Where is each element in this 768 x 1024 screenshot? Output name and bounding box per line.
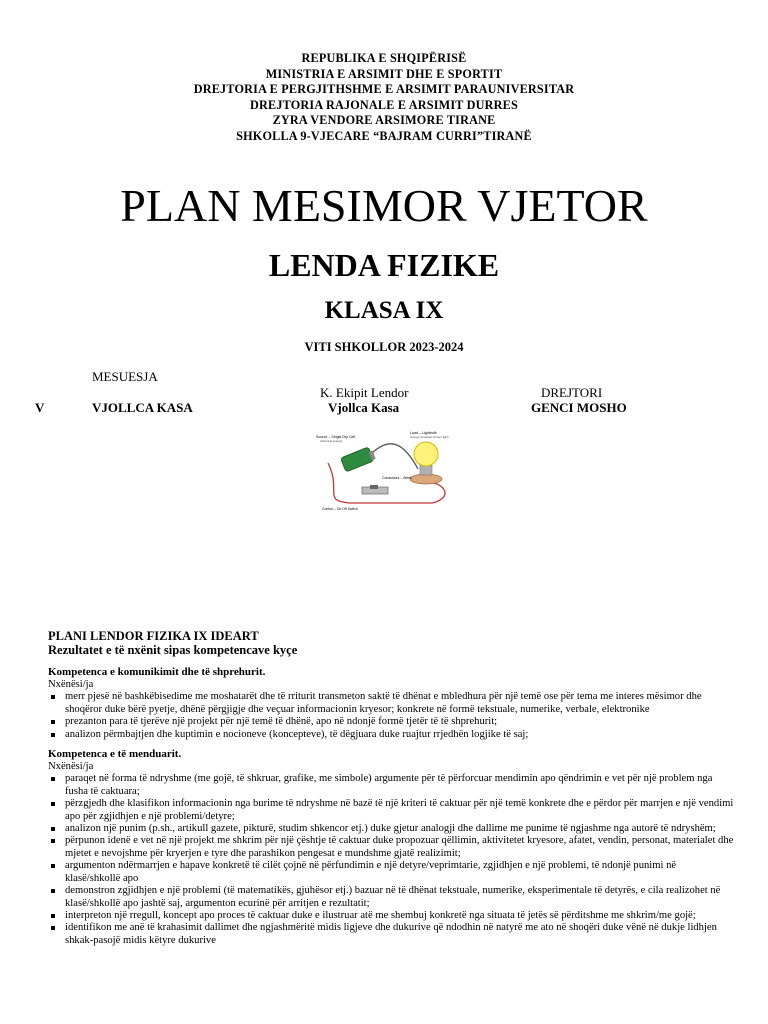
header-ministry: MINISTRIA E ARSIMIT DHE E SPORTIT xyxy=(265,66,503,81)
header-local-office: ZYRA VENDORE ARSIMORE TIRANE xyxy=(272,113,496,128)
label-source: Source – Single Dry Cell xyxy=(316,435,356,439)
team-name: Vjollca Kasa xyxy=(328,400,400,415)
label-conductors: Conductors – Wires xyxy=(382,476,412,480)
plan-heading: PLANI LENDOR FIZIKA IX IDEART xyxy=(48,629,259,643)
header-directorate-general: DREJTORIA E PERGJITHSHME E ARSIMIT PARAUNIVERSITAR xyxy=(193,82,575,97)
plan-subheading: Rezultatet e të nxënit sipas kompetencave kyçe xyxy=(48,643,298,657)
label-load-note: (energy conversion to heat / light) xyxy=(410,436,449,439)
list-item: përzgjedh dhe klasifikon informacionin nga burime të ndryshme në bazë të një kriteri të caktuar për një temë konkrete dhe e përdor për marrjen e një vendimi apo për zgjidhjen e një problemi/detyre; xyxy=(48,798,734,823)
plan-content xyxy=(48,629,734,947)
section-title-thinking: Kompetenca e të menduarit. xyxy=(48,748,182,761)
list-item: argumenton ndërmarrjen e hapave konkretë të cilët çojnë në përfundimin e një detyre/veprimtarie, zgjidhjen e një problemi, të ndonjë punimi në klasë/shkollë apo xyxy=(48,860,734,885)
teacher-label: MESUESJA xyxy=(92,369,158,384)
section-lead-thinking: Nxënësi/ja xyxy=(48,761,94,773)
list-item: demonstron zgjidhjen e një problemi (të matematikës, gjuhësor etj.) bazuar në të dhënat tekstuale, numerike, eksperimentale të detyrës, e cila realizohet në klasë/shkollë apo jashtë saj, argumenton ecurinë për arritjen e rezultatit; xyxy=(48,885,734,910)
v-mark: V xyxy=(35,400,45,415)
director-label: DREJTORI xyxy=(541,385,603,400)
switch-icon xyxy=(362,485,388,494)
label-control: Control – On-Off Switch xyxy=(322,507,358,511)
team-label: K. Ekipit Lendor xyxy=(320,385,409,400)
circuit-diagram xyxy=(312,429,456,515)
header-school: SHKOLLA 9-VJECARE “BAJRAM CURRI”TIRANË xyxy=(236,128,532,143)
list-item: përpunon idenë e vet në një projekt me shkrim për një çështje të caktuar duke propozuar qëllimin, aktivitetet kryesore, afatet, vendin, personat, materialet dhe mjetet e nevojshme për kryerjen e tyre dhe parashikon pengesat e mundshme gjatë realizimit; xyxy=(48,835,734,860)
document-header xyxy=(0,51,768,145)
list-item: identifikon me anë të krahasimit dallimet dhe ngjashmëritë midis ligjeve dhe dukurive që ndodhin në natyrë me ato në shoqëri duke vënë në dukje lidhjen shkak-pasojë midis këtyre dukurive xyxy=(48,922,734,947)
director-name: GENCI MOSHO xyxy=(531,400,627,415)
list-item: interpreton një rregull, koncept apo proces të caktuar duke e ilustruar atë me shembuj konkretë nga situata të jetës së përditshme me shkrim/me gojë; xyxy=(48,910,734,922)
thinking-list xyxy=(48,773,734,947)
header-directorate-regional: DREJTORIA RAJONALE E ARSIMIT DURRES xyxy=(250,97,518,112)
communication-list xyxy=(48,691,734,741)
list-item: analizon një punim (p.sh., artikull gazete, pikturë, studim shkencor etj.) duke gjetur analogji dhe dallime me punime të ngjashme nga autorë të ndryshëm; xyxy=(48,823,734,835)
teacher-name: VJOLLCA KASA xyxy=(92,400,193,415)
wire-top xyxy=(370,444,418,469)
school-year: VITI SHKOLLOR 2023-2024 xyxy=(304,340,464,354)
battery-icon xyxy=(340,447,375,472)
class-title: KLASA IX xyxy=(324,297,444,324)
list-item: merr pjesë në bashkëbisedime me moshatarët dhe të rriturit transmeton saktë të dhënat e mbledhura për një temë ose për tema me interes mësimor dhe shoqëror duke bërë pyetje, dhënë përgjigje dhe veçuar informacionin kryesor; konkrete në formë tekstuale, numerike, verbale, elektronike xyxy=(48,691,734,716)
list-item: analizon përmbajtjen dhe kuptimin e nocioneve (koncepteve), të dëgjuara duke ruajtur rrjedhën logjike të saj; xyxy=(48,729,734,741)
header-country: REPUBLIKA E SHQIPËRISË xyxy=(301,51,467,65)
section-lead-communication: Nxënësi/ja xyxy=(48,679,94,690)
section-title-communication: Kompetenca e komunikimit dhe të shprehurit. xyxy=(48,666,266,678)
document-title: PLAN MESIMOR VJETOR xyxy=(120,180,648,231)
label-source-note: (chemical energy) xyxy=(320,439,343,443)
list-item: prezanton para të tjerëve një projekt për një temë të dhënë, apo në ndonjë formë tjetër të të shprehurit; xyxy=(48,716,734,728)
subject-title: LENDA FIZIKE xyxy=(268,247,500,283)
label-load: Load – Lightbulb xyxy=(410,431,437,435)
list-item: paraqet në forma të ndryshme (me gojë, të shkruar, grafike, me simbole) argumente për të përforcuar mendimin apo qëndrimin e vet për një problem nga fusha të caktuara; xyxy=(48,773,734,798)
